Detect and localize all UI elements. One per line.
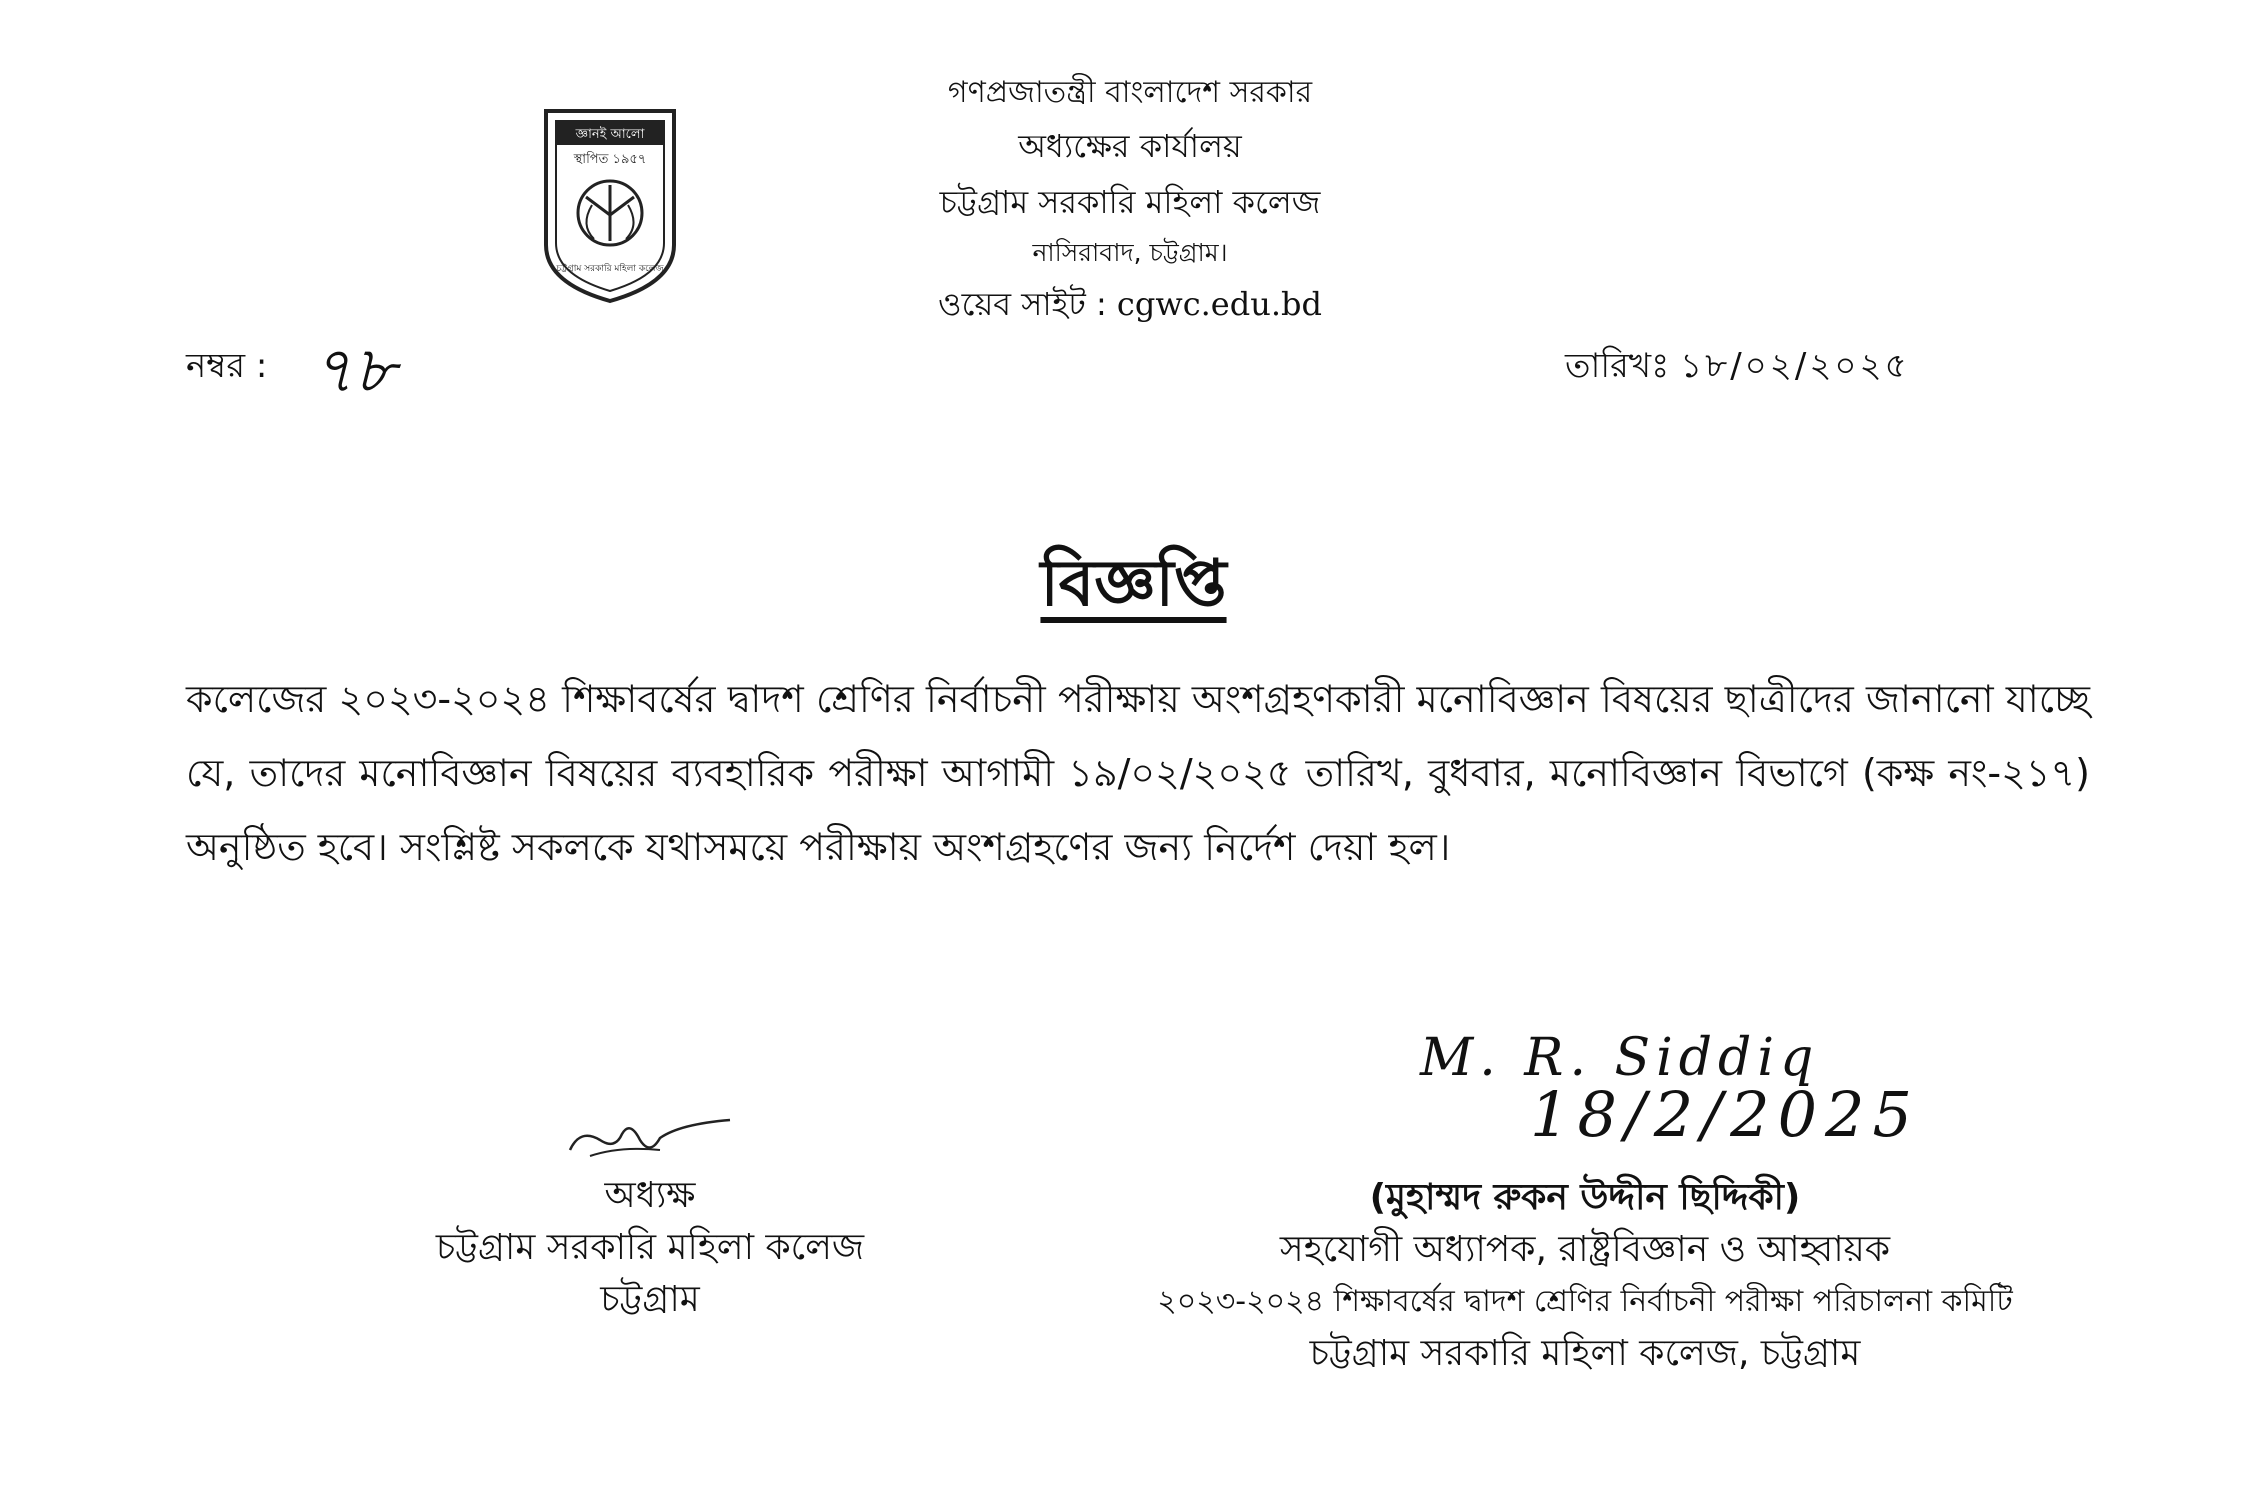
website-separator: : <box>1095 285 1107 323</box>
signatory-right <box>1060 1172 2110 1380</box>
convenor-committee: ২০২৩-২০২৪ শিক্ষাবর্ষের দ্বাদশ শ্রেণির নির্বাচনী পরীক্ষা পরিচালনা কমিটি <box>1157 1284 2013 1319</box>
convenor-signature: M. R. Siddiq <box>1420 1028 1820 1088</box>
svg-text:জ্ঞানই আলো: জ্ঞানই আলো <box>575 127 645 142</box>
date-label: তারিখঃ <box>1565 346 1670 386</box>
convenor-signature-date: 18/2/2025 <box>1530 1078 1920 1151</box>
header-website <box>800 285 1460 323</box>
header-address: নাসিরাবাদ, চট্টগ্রাম। <box>1032 238 1228 267</box>
college-seal-logo <box>540 105 680 305</box>
reference-number-handwritten: ৭৮ <box>312 334 396 408</box>
header-government: গণপ্রজাতন্ত্রী বাংলাদেশ সরকার <box>947 75 1313 110</box>
principal-city: চট্টগ্রাম <box>600 1279 700 1320</box>
notice-title: বিজ্ঞপ্তি <box>1040 547 1227 621</box>
principal-signature <box>560 1110 740 1170</box>
svg-text:স্থাপিত ১৯৫৭: স্থাপিত ১৯৫৭ <box>573 152 647 167</box>
principal-title: অধ্যক্ষ <box>604 1175 696 1216</box>
website-url: cgwc.edu.bd <box>1116 285 1322 323</box>
date-value: ১৮/০২/২০২৫ <box>1680 346 1910 386</box>
principal-institution: চট্টগ্রাম সরকারি মহিলা কলেজ <box>435 1227 865 1268</box>
svg-text:চট্টগ্রাম সরকারি মহিলা কলেজ: চট্টগ্রাম সরকারি মহিলা কলেজ <box>556 264 664 274</box>
convenor-name: (মুহাম্মদ রুকন উদ্দীন ছিদ্দিকী) <box>1369 1177 1801 1218</box>
convenor-designation: সহযোগী অধ্যাপক, রাষ্ট্রবিজ্ঞান ও আহ্বায়ক <box>1279 1229 1891 1270</box>
signatory-left <box>300 1170 1000 1326</box>
reference-label: নম্বর : <box>186 346 268 386</box>
website-label: ওয়েব সাইট <box>938 285 1086 323</box>
convenor-institution: চট্টগ্রাম সরকারি মহিলা কলেজ, চট্টগ্রাম <box>1309 1333 1861 1374</box>
date-row <box>1565 340 2005 397</box>
header-college-name: চট্টগ্রাম সরকারি মহিলা কলেজ <box>939 183 1321 221</box>
notice-body: কলেজের ২০২৩-২০২৪ শিক্ষাবর্ষের দ্বাদশ শ্রেণির নির্বাচনী পরীক্ষায় অংশগ্রহণকারী মনোবিজ্ঞান বিষয়ের ছাত্রীদের জানানো যাচ্ছে যে, তাদের মনোবিজ্ঞান বিষয়ের ব্যবহারিক পরীক্ষা আগামী ১৯/০২/২০২৫ তারিখ, বুধবার, মনোবিজ্ঞান বিভাগে (কক্ষ নং-২১৭) অনুষ্ঠিত হবে। সংশ্লিষ্ট সকলকে যথাসময়ে পরীক্ষায় অংশগ্রহণের জন্য নির্দেশ দেয়া হল। <box>186 677 2090 869</box>
header-office: অধ্যক্ষের কার্যালয় <box>1018 127 1242 165</box>
